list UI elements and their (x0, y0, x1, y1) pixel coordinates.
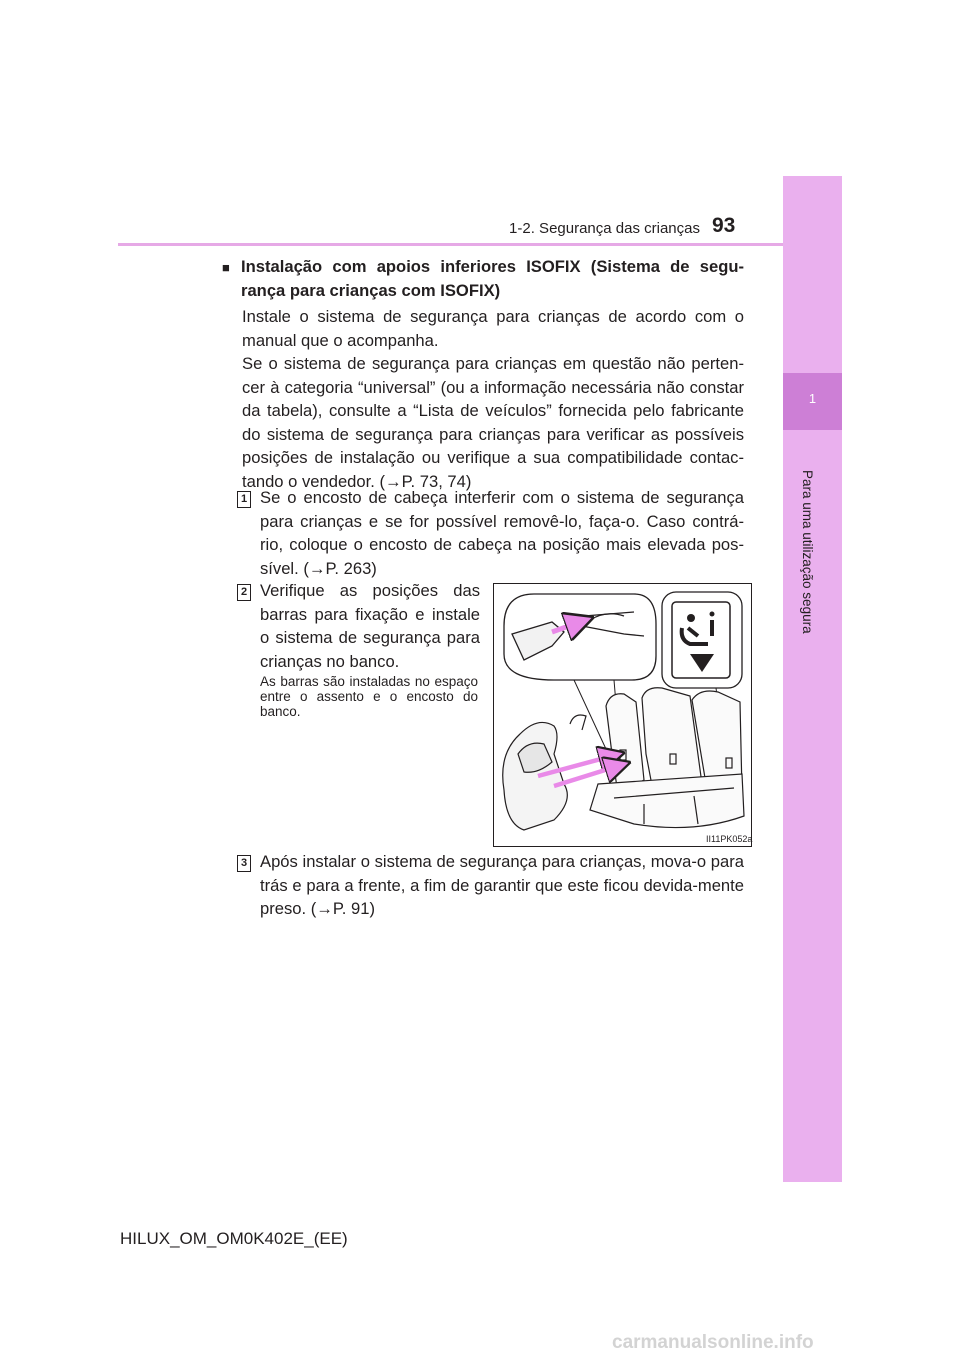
chapter-side-tab (783, 176, 842, 1182)
section-heading (222, 255, 744, 302)
step-1-text: Se o encosto de cabeça interferir com o sistema de segurança para crianças e se for possível removê-lo, faça-o. Caso contrá-rio, coloque o encosto de cabeça na posição mais elevada pos-sível. (→P. 263) (260, 488, 744, 578)
step-2-text: Verifique as posições das barras para fixação e instale o sistema de segurança para crianças no banco. (260, 581, 480, 671)
isofix-symbol-icon (662, 592, 742, 688)
step-2-number: 2 (237, 584, 251, 601)
step-1-number: 1 (237, 491, 251, 508)
isofix-installation-figure (493, 583, 752, 847)
isofix-illustration (494, 584, 751, 846)
step-2-note: As barras são instaladas no espaço entre o assento e o encosto do banco. (260, 674, 478, 719)
figure-code: II11PK052a (706, 834, 753, 844)
chapter-title: Para uma utilização segura (800, 470, 815, 634)
rear-seat-drawing (590, 688, 744, 828)
watermark: carmanualsonline.info (612, 1332, 814, 1353)
header-rule (118, 243, 842, 246)
step-3-text: Após instalar o sistema de segurança para crianças, mova-o para trás e para a frente, a fim de garantir que este ficou devida-mente preso. (→P. 91) (260, 852, 744, 918)
intro-paragraph-2: Se o sistema de segurança para crianças em questão não perten-cer à categoria “universal” (ou a informação necessária não constar da tabela), consulte a “Lista de veículos” fornecida pelo fabricante do sistema de segurança para crianças para verificar as possíveis posições de instalação ou verifique a sua compatibilidade contac-tando o vendedor. (→P. 73, 74) (242, 354, 744, 491)
intro-paragraph-1: Instale o sistema de segurança para crianças de acordo com o manual que o acompanha. (242, 307, 744, 350)
section-heading-text: Instalação com apoios inferiores ISOFIX (Sistema de segu-rança para crianças com ISOFIX) (241, 257, 744, 300)
footer-doc-code: HILUX_OM_OM0K402E_(EE) (120, 1229, 348, 1248)
chapter-number: 1 (808, 391, 817, 406)
callout-inset-bar (504, 594, 656, 680)
step-3-number: 3 (237, 855, 251, 872)
bullet-icon: ■ (222, 260, 230, 275)
section-title: 1-2. Segurança das crianças (509, 220, 700, 237)
page-number: 93 (712, 214, 736, 237)
